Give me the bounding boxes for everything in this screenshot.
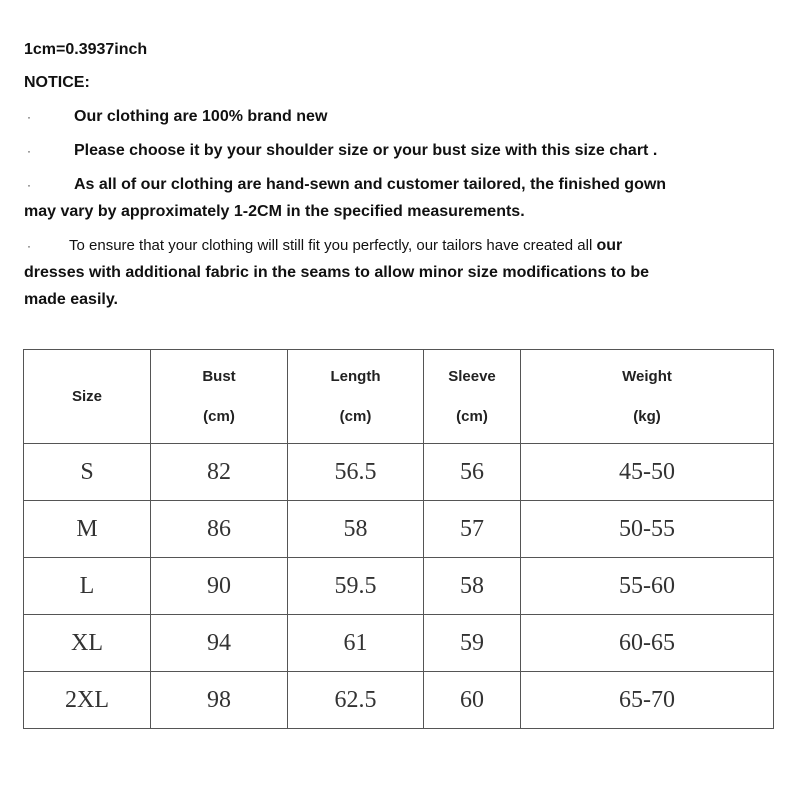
cell-size: 2XL bbox=[24, 672, 151, 729]
table-header-row bbox=[24, 350, 774, 444]
cell-weight: 65-70 bbox=[521, 672, 774, 729]
table-row bbox=[24, 615, 774, 672]
cell-sleeve: 58 bbox=[424, 558, 521, 615]
cell-weight: 45-50 bbox=[521, 444, 774, 501]
table-row bbox=[24, 501, 774, 558]
bullet-3: · bbox=[27, 178, 31, 192]
notice-brand-new: Our clothing are 100% brand new bbox=[74, 108, 328, 125]
bullet-4: · bbox=[27, 239, 31, 253]
header-weight-unit: (kg) bbox=[633, 407, 661, 425]
cell-bust: 90 bbox=[151, 558, 288, 615]
unit-conversion: 1cm=0.3937inch bbox=[24, 41, 148, 58]
header-length bbox=[288, 350, 424, 444]
cell-weight: 55-60 bbox=[521, 558, 774, 615]
header-weight-title: Weight bbox=[622, 367, 672, 385]
header-size bbox=[24, 350, 151, 444]
cell-bust: 82 bbox=[151, 444, 288, 501]
cell-size: M bbox=[24, 501, 151, 558]
cell-sleeve: 57 bbox=[424, 501, 521, 558]
notice-fit-line1-bold: our bbox=[596, 237, 623, 254]
cell-length: 56.5 bbox=[288, 444, 424, 501]
header-bust-title: Bust bbox=[202, 367, 236, 385]
header-size-title: Size bbox=[71, 388, 102, 405]
notice-choose-size: Please choose it by your shoulder size or your bust size with this size chart . bbox=[74, 142, 658, 159]
cell-length: 59.5 bbox=[288, 558, 424, 615]
table-row bbox=[24, 444, 774, 501]
bullet-1: · bbox=[27, 110, 31, 124]
header-sleeve-unit: (cm) bbox=[456, 407, 488, 425]
header-bust-unit: (cm) bbox=[203, 407, 235, 425]
notice-hand-sewn-line2: may vary by approximately 1-2CM in the specified measurements. bbox=[24, 203, 525, 220]
cell-bust: 94 bbox=[151, 615, 288, 672]
notice-fit-line1-regular: To ensure that your clothing will still fit you perfectly, our tailors have created all bbox=[69, 237, 597, 254]
cell-sleeve: 59 bbox=[424, 615, 521, 672]
table-row bbox=[24, 558, 774, 615]
notice-fit-line3: made easily. bbox=[24, 291, 118, 308]
cell-size: XL bbox=[24, 615, 151, 672]
notice-fit-line1 bbox=[69, 236, 622, 256]
notice-hand-sewn-line1: As all of our clothing are hand-sewn and customer tailored, the finished gown bbox=[74, 176, 667, 193]
cell-length: 58 bbox=[288, 501, 424, 558]
cell-size: S bbox=[24, 444, 151, 501]
table-row bbox=[24, 672, 774, 729]
header-length-title: Length bbox=[330, 367, 381, 385]
cell-size: L bbox=[24, 558, 151, 615]
cell-weight: 60-65 bbox=[521, 615, 774, 672]
cell-length: 62.5 bbox=[288, 672, 424, 729]
header-sleeve bbox=[424, 350, 521, 444]
cell-sleeve: 56 bbox=[424, 444, 521, 501]
cell-bust: 98 bbox=[151, 672, 288, 729]
header-bust bbox=[151, 350, 288, 444]
cell-weight: 50-55 bbox=[521, 501, 774, 558]
bullet-2: · bbox=[27, 144, 31, 158]
header-weight bbox=[521, 350, 774, 444]
cell-length: 61 bbox=[288, 615, 424, 672]
notice-title: NOTICE: bbox=[24, 74, 90, 91]
notice-fit-line2: dresses with additional fabric in the seams to allow minor size modifications to be bbox=[24, 264, 650, 281]
header-sleeve-title: Sleeve bbox=[448, 367, 496, 385]
cell-sleeve: 60 bbox=[424, 672, 521, 729]
header-length-unit: (cm) bbox=[339, 407, 372, 425]
size-chart-table bbox=[23, 349, 774, 729]
cell-bust: 86 bbox=[151, 501, 288, 558]
